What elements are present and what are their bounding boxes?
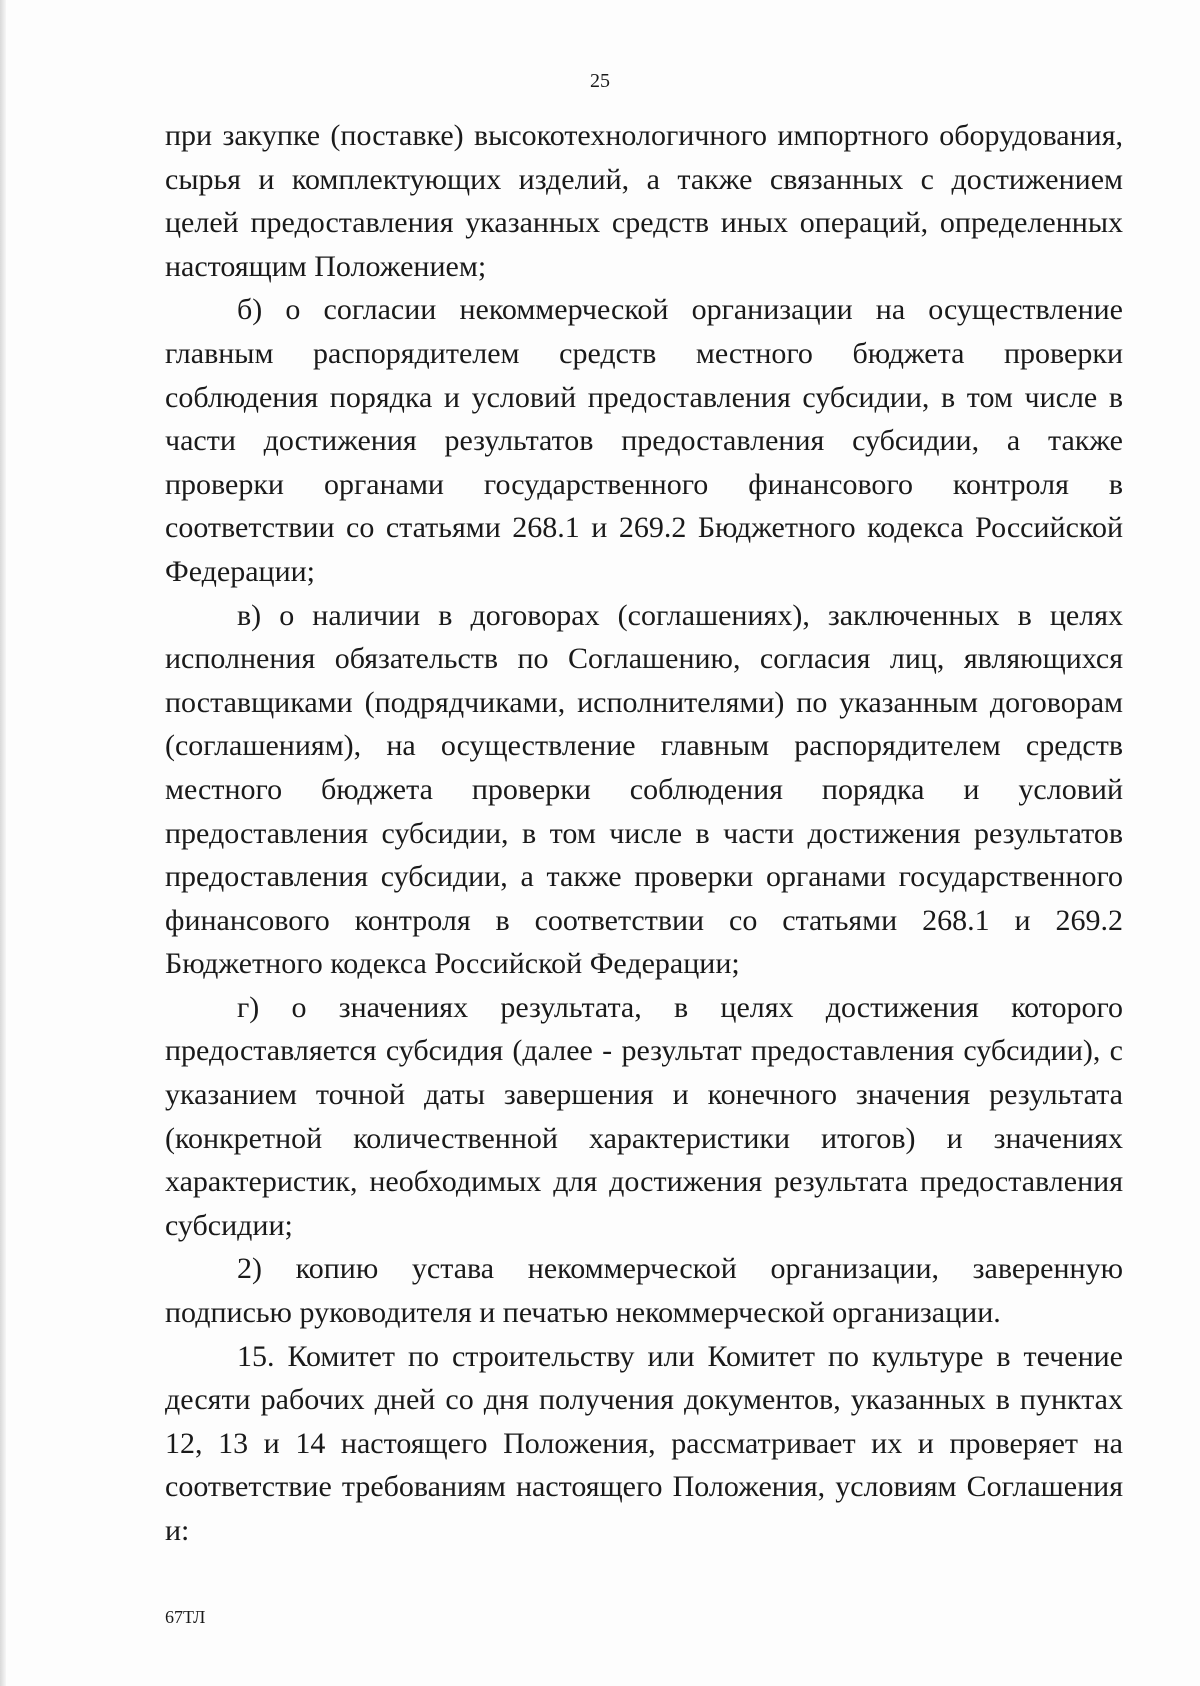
paragraph-item-g: г) о значениях результата, в целях достижения которого предоставляется субсидия (далее - результат предоставления субсидии), с указанием точной даты завершения и конечного значения результата (конкретной количественной характеристики итогов) и значениях характеристик, необходимых для достижения результата предоставления субсидии; bbox=[165, 990, 1123, 1242]
paragraph-clause-15: 15. Комитет по строительству или Комитет по культуре в течение десяти рабочих дней со дня получения документов, указанных в пунктах 12, 13 и 14 настоящего Положения, рассматривает их и проверяет на соответствие требованиям настоящего Положения, условиям Соглашения и: bbox=[165, 1339, 1123, 1547]
scan-edge bbox=[0, 0, 6, 1686]
document-body bbox=[165, 114, 1123, 1553]
footer-document-code: 67ТЛ bbox=[165, 1607, 206, 1627]
paragraph-continuation: при закупке (поставке) высокотехнологичного импортного оборудования, сырья и комплектующих изделий, а также связанных с достижением целей предоставления указанных средств иных операций, определенных настоящим Положением; bbox=[165, 119, 1123, 283]
paragraph-item-v: в) о наличии в договорах (соглашениях), заключенных в целях исполнения обязательств по Соглашению, согласия лиц, являющихся поставщиками (подрядчиками, исполнителями) по указанным договорам (соглашениям), на осуществление главным распорядителем средств местного бюджета проверки соблюдения порядка и условий предоставления субсидии, в том числе в части достижения результатов предоставления субсидии, а также проверки органами государственного финансового контроля в соответствии со статьями 268.1 и 269.2 Бюджетного кодекса Российской Федерации; bbox=[165, 598, 1123, 981]
paragraph-item-2: 2) копию устава некоммерческой организации, заверенную подписью руководителя и печатью некоммерческой организации. bbox=[165, 1252, 1123, 1330]
paragraph-item-b: б) о согласии некоммерческой организации на осуществление главным распорядителем средств местного бюджета проверки соблюдения порядка и условий предоставления субсидии, в том числе в части достижения результатов предоставления субсидии, а также проверки органами государственного финансового контроля в соответствии со статьями 268.1 и 269.2 Бюджетного кодекса Российской Федерации; bbox=[165, 293, 1123, 588]
page-number: 25 bbox=[590, 70, 610, 92]
